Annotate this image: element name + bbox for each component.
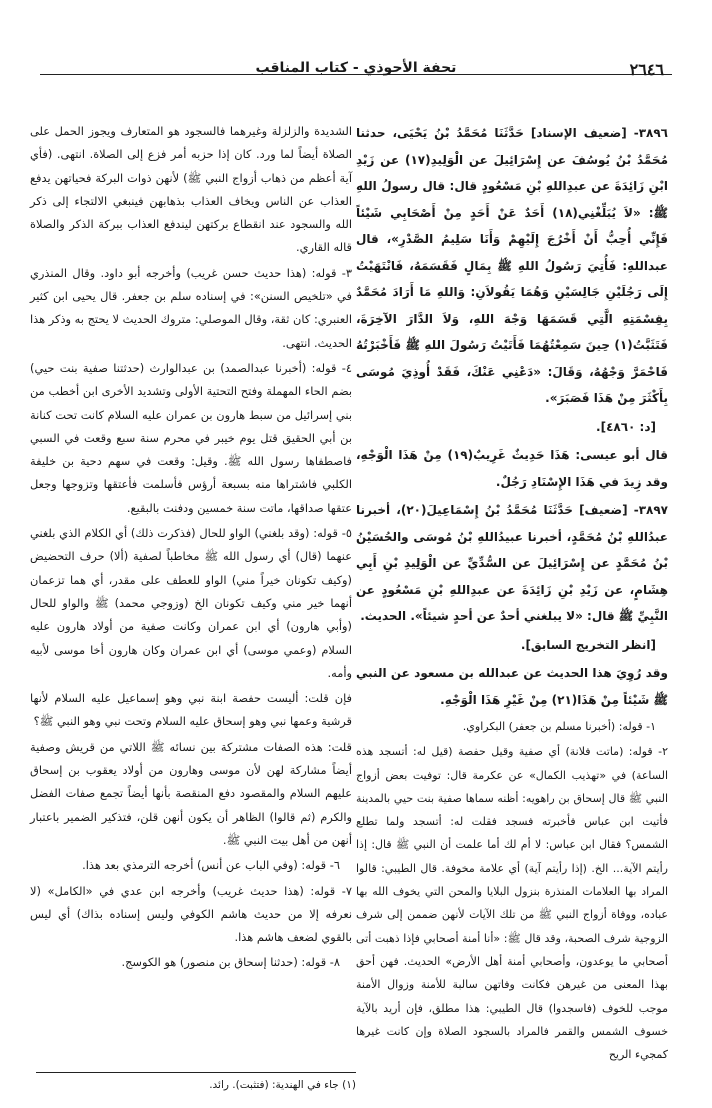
commentary-7: ٧- قوله: (هذا حديث غريب) وأخرجه ابن عدي في «الكامل» (لا نعرفه إلا من حديث هاشم الكوفي وليس إسناده بذاك) أي ليس بالقوي لضعف هاشم هذا. <box>30 883 352 945</box>
answer-paragraph: قلت: هذه الصفات مشتركة بين نسائه ﷺ اللاتي من قريش وصفية أيضاً مشاركة لهن لأن موسى وهارون من أولاد يعقوب بن إسحاق عليهم السلام والمقصود دفع المنقصة بأنها أيضاً تجمع صفات الفضل والكرم (ثم قالوا) الظاهر أن يكون أنهن قلن، فتذكير الضمير باعتبار أنهن من أهل بيت النبي ﷺ. <box>30 739 352 847</box>
commentary-3: ٣- قوله: (هذا حديث حسن غريب) وأخرجه أبو داود. وقال المنذري في «تلخيص السنن»: في إسناده سلم بن جعفر. قال يحيى ابن كثير العنبري: كان ثقة، وقال الموصلي: متروك الحديث لا يحتج به وذكر هذا الحديث. انتهى. <box>30 265 352 350</box>
commentary-5: ٥- قوله: (وقد بلغني) الواو للحال (فذكرت ذلك) أي الكلام الذي بلغني عنهما (قال) أي رسول الله ﷺ مخاطباً لصفية (ألا) حرف التحضيض (وكيف تكونان خيراً مني) الواو للعطف على مقدر، أي هما تزعمان أنهما خير مني وكيف تكونان الخ (وزوجي محمد) ﷺ والواو للحال (وأبي هارون) أي ابن عمران وكانت صفية من أولاد هارون عليه السلام (وعمي موسى) أي ابن عمران وكان هارون أخا موسى لأبيه وأمه. <box>30 526 352 680</box>
footnote: (١) جاء في الهندية: (فتثبت). رائد. <box>209 1079 356 1091</box>
running-title: تحفة الأحوذي - كتاب المناقب <box>255 60 457 76</box>
footnote-divider <box>36 1072 356 1073</box>
narration-note: وقد رُوِيَ هذا الحديث عن عبدالله بن مسعود عن النبي ﷺ شَيْئاً مِنْ هَذَا(٢١) مِنْ غَيْرِ هَذَا الْوَجْهِ. <box>356 666 668 707</box>
commentary-1: ١- قوله: (أخبرنا مسلم بن جعفر) البكراوي. <box>462 720 656 733</box>
commentary-6: ٦- قوله: (وفي الباب عن أنس) أخرجه الترمذي بعد هذا. <box>82 858 340 873</box>
question-paragraph: فإن قلت: أليست حفصة ابنة نبي وهو إسماعيل عليه السلام لأنها قرشية وعمها نبي وهو إسحاق عليه السلام وتحت نبي وهو النبي ﷺ؟ <box>30 691 352 729</box>
right-column <box>356 120 668 1068</box>
hadith-3896: ٣٨٩٦- [ضعيف الإسناد] حَدَّثَنَا مُحَمَّدُ بْنُ يَحْيَى، حدثنا مُحَمَّدُ بْنُ يُوسُفَ عن إِسْرَائِيلَ عن الْوَلِيدِ(١٧) عن زَيْدِ ابْنِ زَائِدَةَ عن عبدِاللهِ بْنِ مَسْعُودٍ قال: قال رسولُ اللهِ ﷺ: «لاَ يُبَلِّغْنِي(١٨) أَحَدٌ عَنْ أَحَدٍ مِنْ أَصْحَابِي شَيْئاً فَإِنِّي أُحِبُّ أَنْ أَخْرُجَ إِلَيْهِمْ وَأَنَا سَلِيمُ الصَّدْرِ»، قال عبداللهِ: فَأُتِيَ رَسُولُ اللهِ ﷺ بِمَالٍ فَقَسَمَهُ، فَانْتَهَيْتُ إِلَى رَجُلَيْنِ جَالِسَيْنِ وَهُمَا يَقُولاَنِ: وَاللهِ مَا أَرَادَ مُحَمَّدٌ بِقِسْمَتِهِ الَّتِي قَسَمَهَا وَجْهَ اللهِ، وَلاَ الدَّارَ الآخِرَةَ، فَتَثَبَّتُ(١) حِينَ سَمِعْتُهُمَا فَأَتَيْتُ رَسُولَ اللهِ ﷺ فَأَخْبَرْتُهُ فَاحْمَرَّ وَجْهُهُ، وَقَالَ: «دَعْنِي عَنْكَ، فَقَدْ أُوذِيَ مُوسَى بِأَكْثَرَ مِنْ هَذَا فَصَبَرَ». <box>356 126 669 405</box>
commentary-4: ٤- قوله: (أخبرنا عبدالصمد) بن عبدالوارث (حدثتنا صفية بنت حيي) بضم الحاء المهملة وفتح التحتية الأولى وتشديد الأخرى ابن أخطب من بني إسرائيل من سبط هارون بن عمران عليه السلام كانت تحت كنانة بن أبي الحقيق قتل يوم خيبر في محرم سنة سبع وقعت في السبي فاصطفاها رسول الله ﷺ. وقيل: وقعت في سهم دحية بن خليفة الكلبي فاشتراها منه بسبعة أرؤس فأسلمت فأعتقها وتزوجها وجعل عتقها صداقها، ماتت سنة خمسين ودفنت بالبقيع. <box>30 360 352 515</box>
commentary-8: ٨- قوله: (حدثنا إسحاق بن منصور) هو الكوسج. <box>121 955 340 970</box>
page-header <box>40 40 672 79</box>
page-number: ٢٦٤٦ <box>629 60 664 79</box>
abu-dawud-reference: [د: ٤٨٦٠]. <box>596 419 656 434</box>
left-column <box>30 120 352 977</box>
hadith-3897: ٣٨٩٧- [ضعيف] حَدَّثَنَا مُحَمَّدُ بْنُ إِسْمَاعِيلَ(٢٠)، أخبرنا عبدُاللهِ بْنُ مُحَمَّدٍ، أخبرنا عبيدُاللهِ بْنُ مُوسَى والحُسَيْنُ بْنُ مُحَمَّدٍ عن إِسْرَائِيلَ عن السُّدِّيِّ عن الْوَلِيدِ بْنِ أَبِي هِشَامٍ، عن زَيْدِ بْنِ زَائِدَةَ عن عبدِاللهِ بْنِ مَسْعُودٍ عن النَّبِيِّ ﷺ قال: «لا يبلغني أحدٌ عن أحدٍ شيئاً». الحديث. <box>356 503 668 623</box>
commentary-2-continued: الشديدة والزلزلة وغيرهما فالسجود هو المتعارف ويجوز الحمل على الصلاة أيضاً لما ورد. كان إذا حزبه أمر فزع إلى الصلاة. انتهى. (فأي آية أعظم من ذهاب أزواج النبي ﷺ) لأنهن ذوات البركة فحياتهن يدفع العذاب عن الناس ويخاف العذاب بذهابهن فينبغي الالتجاء إلى ذكر الله والسجود عند انقطاع بركتهن ليندفع العذاب ببركة الذكر والصلاة قاله القاري. <box>30 124 352 255</box>
abu-isa-comment: قال أبو عيسى: هَذَا حَدِيثٌ غَرِيبٌ(١٩) مِنْ هَذَا الْوَجْهِ، وقد زِيدَ في هَذَا الإِسْنَادِ رَجُلٌ. <box>356 448 668 489</box>
commentary-2: ٢- قوله: (ماتت فلانة) أي صفية وقيل حفصة (قيل له: أتسجد هذه الساعة) في «تهذيب الكمال» عن عكرمة قال: توفيت بعض أزواج النبي ﷺ قال إسحاق بن راهويه: أظنه سماها صفية بنت حيي بالمدينة فأتيت ابن عباس فأخبرته فسجد فقلت له: أتسجد ولما تطلع الشمس؟ فقال ابن عباس: لا أم لك أما علمت أن النبي ﷺ قال: إذا رأيتم الآية... الخ. (إذا رأيتم آية) أي علامة مخوفة. قال الطيبي: قالوا المراد بها العلامات المنذرة بنزول البلايا والمحن التي يخوف الله بها عباده، ووفاة أزواج النبي ﷺ من تلك الآيات لأنهن ضممن إلى شرف الزوجية شرف الصحبة، وقد قال ﷺ: «أنا أمنة أصحابي فإذا ذهبت أتى أصحابي ما يوعدون، وأصحابي أمنة أهل الأرض» الحديث. فهن أحق بهذا المعنى من غيرهن فكانت وفاتهن سالبة للأمنة وزوال الأمنة موجب للخوف (فاسجدوا) قال الطيبي: هذا مطلق، فإن أريد بالآية خسوف الشمس والقمر فالمراد بالسجود الصلاة وإن كانت غيرها كمجيء الريح <box>356 745 668 1062</box>
takhrij-reference: [انظر التخريج السابق]. <box>520 637 656 652</box>
